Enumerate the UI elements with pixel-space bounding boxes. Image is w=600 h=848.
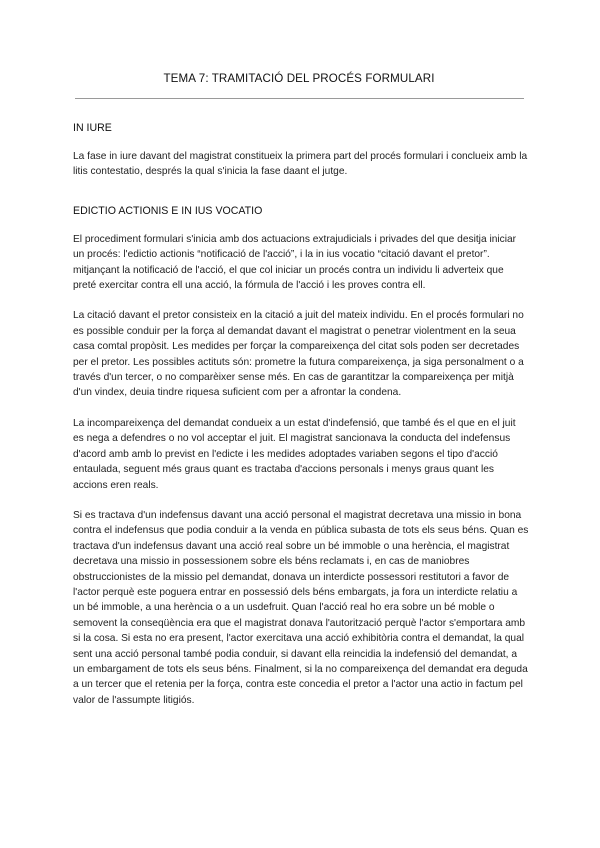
paragraph-in-iure: La fase in iure davant del magistrat constitueix la primera part del procés formulari i conclueix amb la litis contestatio, després la qual s'inicia la fase daant el jutge. — [73, 151, 528, 178]
page-title: TEMA 7: TRAMITACIÓ DEL PROCÉS FORMULARI — [163, 72, 435, 85]
paragraph-edictio-2: La citació davant el pretor consisteix en la citació a juit del mateix individu. En el procés formulari no es possible conduir per la força al demandat davant el magistrat o penetrar violentment en la seua casa comtal propòsit. Les medides per forçar la compareixença del citat sols poden ser decretades per el pretor. Les possibles actituts són: prometre la futura compareixença, ja siga personalment o a través d'un tercer, o no comparèixer sense més. En cas de garantitzar la compareixença per mitjà d'un vindex, deuia tindre riquesa suficient com per a afrontar la condena. — [73, 310, 524, 399]
paragraph-edictio-4: Si es tractava d'un indefensus davant una acció personal el magistrat decretava una missio in bona contra el indefensus que podia conduir a la venda en pública subasta de tots els seus béns. Quan es tractava d'un indefensus davant una acció real sobre un bé immoble o una herència, el magistrat decretava una missio in possessionem sobre els béns reclamats i, en cas de maniobres obstruccionistes de la missio pel demandat, donava un interdicte possessori restitutori a favor de l'actor perquè este poguera entrar en possessió dels béns embargats, ja fora un interdicte relatiu a un bé immoble, a una herència o a un usdefruit. Quan l'acció real ho era sobre un bé moble o semovent la conseqüència era que el magistrat donava l'autorització perquè l'actor s'emportara amb si la cosa. Si esta no era present, l'actor exercitava una acció exhibitòria contra el demandat, la qual sent una acció personal també podia conduir, si davant ella reincidia la indefensió del demandat, a un embargament de tots els seus béns. Finalment, si la no compareixença del demandat era deguda a un tercer que el retenia per la força, contra este concedia el pretor a l'actor una actio in factum pel valor de l'assumpte litigiós. — [73, 509, 529, 706]
title-divider — [75, 98, 524, 99]
section-heading-edictio: EDICTIO ACTIONIS E IN IUS VOCATIO — [73, 204, 263, 217]
document-body — [73, 121, 529, 708]
paragraph-edictio-1: El procediment formulari s'inicia amb dos actuacions extrajudicials i privades del que desitja iniciar un procés: l'edictio actionis “notificació de l'acció”, i la in ius vocatio “citació davant el pretor”. mitjançant la notificació de l'acció, el que col iniciar un procés contra un individu li adverteix que preté exercitar contra ell una acció, la fórmula de l'acció i les proves contra ell. — [73, 233, 517, 292]
paragraph-edictio-3: La incompareixença del demandat condueix a un estat d'indefensió, que també és el que en el juit es nega a defendres o no vol acceptar el juit. El magistrat sancionava la conducta del indefensus d'acord amb amb lo previst en l'edicte i les medides adoptades variaben segons el tipo d'acció entaulada, seguent més graus quant es tractaba d'accions personals i menys graus quant les accions eren reals. — [73, 417, 516, 491]
section-heading-in-iure: IN IURE — [73, 122, 112, 134]
